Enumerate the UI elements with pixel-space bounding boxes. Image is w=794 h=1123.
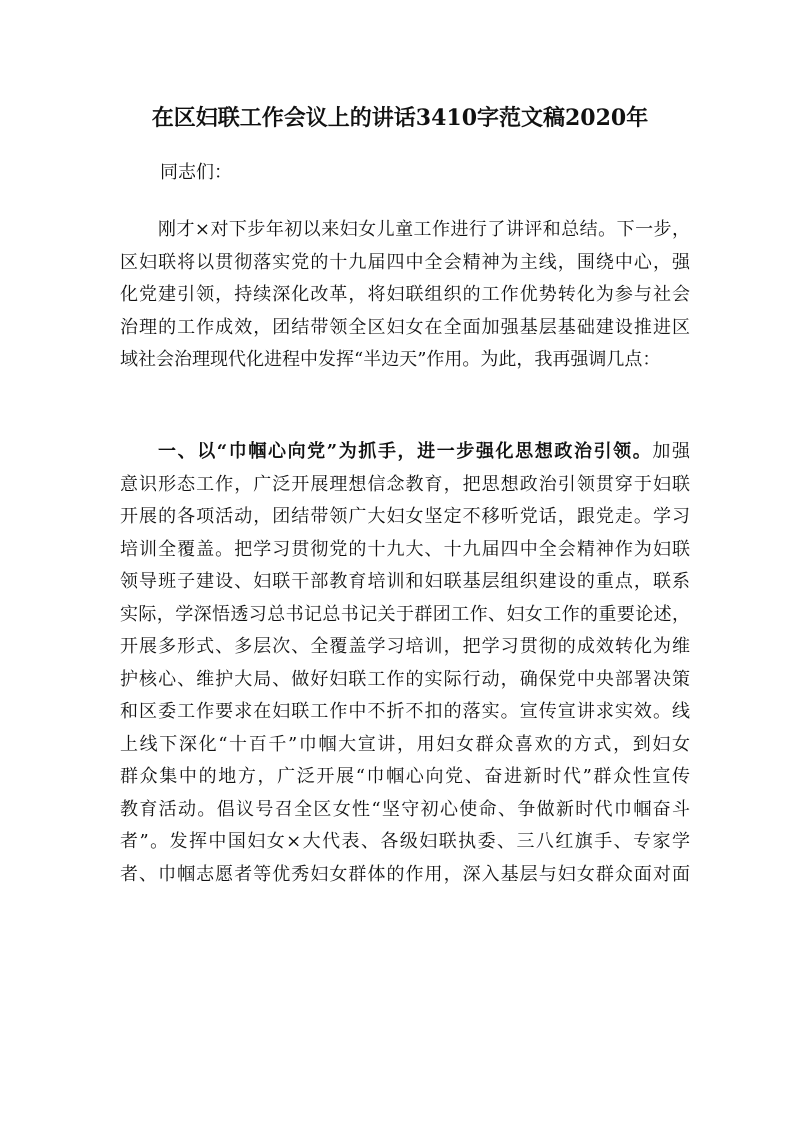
paragraph-line: 护核心、维护大局、做好妇联工作的实际行动，确保党中央部署决策 — [120, 668, 690, 690]
paragraph-line: 群众集中的地方，广泛开展“巾帼心向党、奋进新时代”群众性宣传 — [120, 766, 690, 787]
section-heading-continuation: 加强 — [652, 441, 690, 462]
paragraph-line: 领导班子建设、妇联干部教育培训和妇联基层组织建设的重点，联系 — [120, 571, 690, 592]
paragraph-line: 域社会治理现代化进程中发挥“半边天”作用。为此，我再强调几点： — [120, 349, 661, 370]
paragraph-section-one — [120, 436, 690, 891]
paragraph-line: 治理的工作成效，团结带领全区妇女在全面加强基层基础建设推进区 — [120, 316, 690, 338]
paragraph-line: 教育活动。倡议号召全区女性“坚守初心使命、争做新时代巾帼奋斗 — [120, 798, 690, 820]
paragraph-line: 开展的各项活动，团结带领广大妇女坚定不移听党话，跟党走。学习 — [120, 506, 690, 527]
paragraph-line: 区妇联将以贯彻落实党的十九届四中全会精神为主线，围绕中心，强 — [120, 251, 690, 273]
paragraph-first-line — [120, 436, 690, 469]
paragraph-line: 刚才×对下步年初以来妇女儿童工作进行了讲评和总结。下一步， — [158, 219, 690, 240]
paragraph-line: 者、巾帼志愿者等优秀妇女群体的作用，深入基层与妇女群众面对面 — [120, 863, 690, 885]
paragraph-line: 上线下深化“十百千”巾帼大宣讲，用妇女群众喜欢的方式，到妇女 — [120, 733, 690, 755]
paragraph-line: 者”。发挥中国妇女×大代表、各级妇联执委、三八红旗手、专家学 — [120, 831, 690, 852]
paragraph-line: 意识形态工作，广泛开展理想信念教育，把思想政治引领贯穿于妇联 — [120, 473, 690, 495]
paragraph-intro — [120, 214, 690, 377]
paragraph-line: 开展多形式、多层次、全覆盖学习培训，把学习贯彻的成效转化为维 — [120, 636, 690, 657]
document-title: 在区妇联工作会议上的讲话3410字范文稿2020年 — [151, 105, 649, 131]
salutation: 同志们： — [160, 162, 232, 183]
paragraph-line: 实际，学深悟透习总书记总书记关于群团工作、妇女工作的重要论述， — [120, 603, 690, 625]
paragraph-line: 培训全覆盖。把学习贯彻党的十九大、十九届四中全会精神作为妇联 — [120, 538, 690, 560]
paragraph-line: 化党建引领，持续深化改革，将妇联组织的工作优势转化为参与社会 — [120, 284, 690, 305]
paragraph-line: 和区委工作要求在妇联工作中不折不扣的落实。宣传宣讲求实效。线 — [120, 701, 690, 722]
section-heading: 一、以“巾帼心向党”为抓手，进一步强化思想政治引领。 — [158, 441, 653, 462]
